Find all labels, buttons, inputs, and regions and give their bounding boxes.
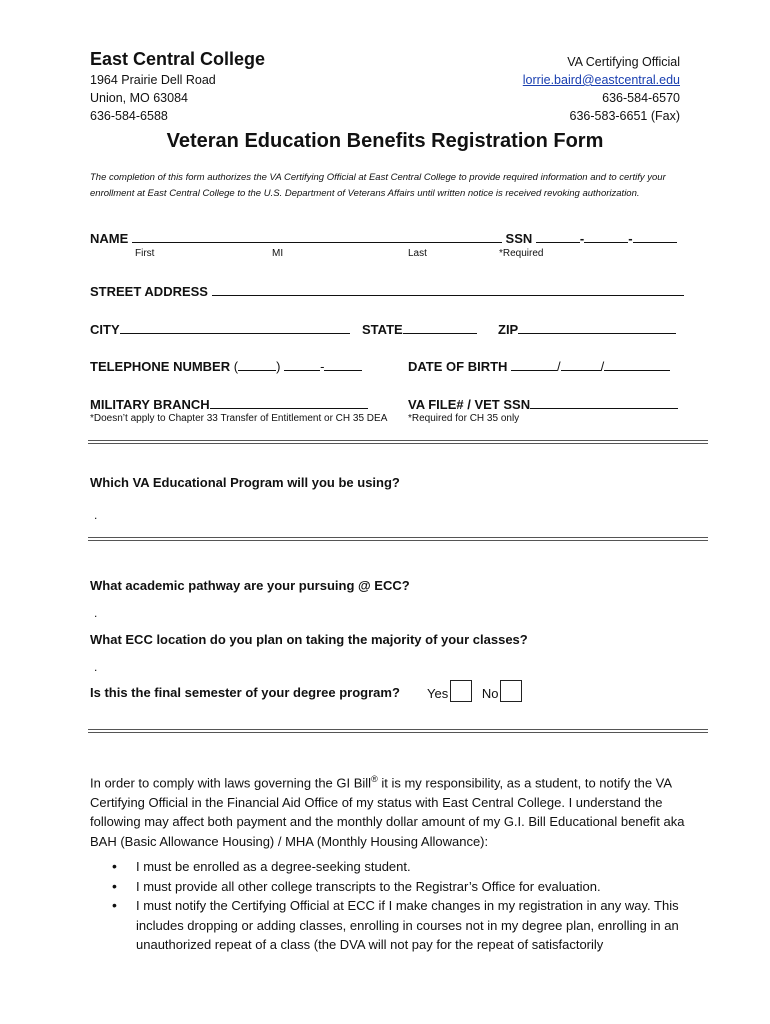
statement-bullets	[108, 857, 710, 955]
question-pathway: What academic pathway are your pursuing @ ECC?	[90, 578, 410, 593]
vafile-label: VA FILE# / VET SSN	[408, 397, 531, 412]
college-name: East Central College	[90, 49, 266, 69]
name-field[interactable]	[132, 229, 502, 243]
city-row	[90, 320, 350, 337]
telephone-row	[90, 357, 362, 374]
name-last-caption: Last	[408, 248, 427, 259]
ssn-required-note: *Required	[499, 248, 544, 259]
dob-row	[408, 357, 670, 374]
answer-pathway[interactable]: .	[94, 606, 98, 620]
street-label: STREET ADDRESS	[90, 284, 208, 299]
answer-program[interactable]: .	[94, 508, 98, 522]
official-email-link[interactable]: lorrie.baird@eastcentral.edu	[522, 73, 680, 87]
statement-text-rest: it is my responsibility, as a student, to notify the VA Certifying Official in the Financial Aid Office of my status with East Central College. I understand the following may affect both payment and the monthly dollar amount of my G.I. Bill Educational benefit aka BAH (Basic Allowance Housing) / MHA (Monthly Housing Allowance):	[90, 775, 685, 849]
name-mi-caption: MI	[272, 248, 284, 259]
telephone-prefix-field[interactable]	[284, 357, 320, 371]
military-note: *Doesn’t apply to Chapter 33 Transfer of Entitlement or CH 35 DEA	[90, 413, 388, 424]
ssn-field-2[interactable]	[584, 229, 628, 243]
dob-separator: /	[600, 359, 605, 374]
dob-separator: /	[557, 359, 561, 374]
telephone-separator: -	[320, 359, 325, 374]
list-item: • I must be enrolled as a degree-seeking student.	[108, 857, 710, 877]
city-field[interactable]	[120, 320, 350, 334]
telephone-paren-close: )	[276, 359, 281, 374]
question-program: Which VA Educational Program will you be using?	[90, 475, 400, 490]
dob-label: DATE OF BIRTH	[408, 359, 508, 374]
yes-label: Yes	[427, 686, 449, 701]
address-line1: 1964 Prairie Dell Road	[90, 73, 216, 87]
yes-checkbox[interactable]	[450, 680, 472, 702]
telephone-label: TELEPHONE NUMBER	[90, 359, 231, 374]
ssn-field-1[interactable]	[536, 229, 580, 243]
name-label: NAME	[90, 231, 129, 246]
official-phone: 636-584-6570	[602, 91, 680, 105]
street-field[interactable]	[212, 282, 684, 296]
city-label: CITY	[90, 322, 120, 337]
zip-field[interactable]	[518, 320, 676, 334]
dob-year-field[interactable]	[604, 357, 670, 371]
statement-paragraph	[90, 770, 710, 851]
no-label: No	[481, 686, 499, 701]
no-checkbox[interactable]	[500, 680, 522, 702]
military-row	[90, 395, 368, 412]
list-item: • I must provide all other college transcripts to the Registrar’s Office for evaluation.	[108, 877, 710, 897]
college-phone: 636-584-6588	[90, 109, 168, 123]
vafile-note: *Required for CH 35 only	[408, 413, 520, 424]
intro-text: The completion of this form authorizes the VA Certifying Official at East Central College to provide required information and to certify your enrollment at East Central College to the U.S. Department of Veterans Affairs until written notice is received revoking authorization.	[90, 172, 666, 199]
ssn-label: SSN	[505, 231, 533, 246]
answer-location[interactable]: .	[94, 660, 98, 674]
zip-label: ZIP	[498, 322, 519, 337]
street-row	[90, 282, 684, 299]
dob-month-field[interactable]	[511, 357, 557, 371]
final-semester-options	[427, 680, 522, 702]
section-divider	[88, 440, 708, 444]
ssn-separator: -	[579, 231, 585, 246]
telephone-line-field[interactable]	[324, 357, 362, 371]
state-field[interactable]	[403, 320, 477, 334]
official-fax: 636-583-6651 (Fax)	[569, 109, 680, 123]
vafile-field[interactable]	[530, 395, 678, 409]
section-divider	[88, 729, 708, 733]
statement-text-start: In order to comply with laws governing the GI Bill	[90, 775, 372, 791]
zip-row	[498, 320, 676, 337]
military-field[interactable]	[210, 395, 368, 409]
list-item: • I must notify the Certifying Official at ECC if I make changes in my registration in any way. This includes dropping or adding classes, enrolling in courses not in my degree plan, enrolling in an unauthorized repeat of a class (the DVA will not pay for the repeat of satisfactorily	[108, 896, 710, 955]
state-row	[362, 320, 477, 337]
dob-day-field[interactable]	[561, 357, 601, 371]
telephone-area-field[interactable]	[238, 357, 276, 371]
form-title: Veteran Education Benefits Registration Form	[166, 130, 604, 152]
question-final-semester: Is this the final semester of your degree program?	[90, 685, 400, 700]
telephone-paren-open: (	[233, 359, 239, 374]
name-first-caption: First	[135, 248, 155, 259]
vafile-row	[408, 395, 678, 412]
section-divider	[88, 537, 708, 541]
name-row	[90, 229, 677, 246]
address-line2: Union, MO 63084	[90, 91, 188, 105]
ssn-separator: -	[628, 231, 633, 246]
ssn-field-3[interactable]	[633, 229, 677, 243]
military-label: MILITARY BRANCH	[90, 397, 210, 412]
registered-mark: ®	[371, 774, 378, 784]
official-title: VA Certifying Official	[567, 55, 680, 69]
state-label: STATE	[362, 322, 403, 337]
question-location: What ECC location do you plan on taking the majority of your classes?	[90, 632, 528, 647]
